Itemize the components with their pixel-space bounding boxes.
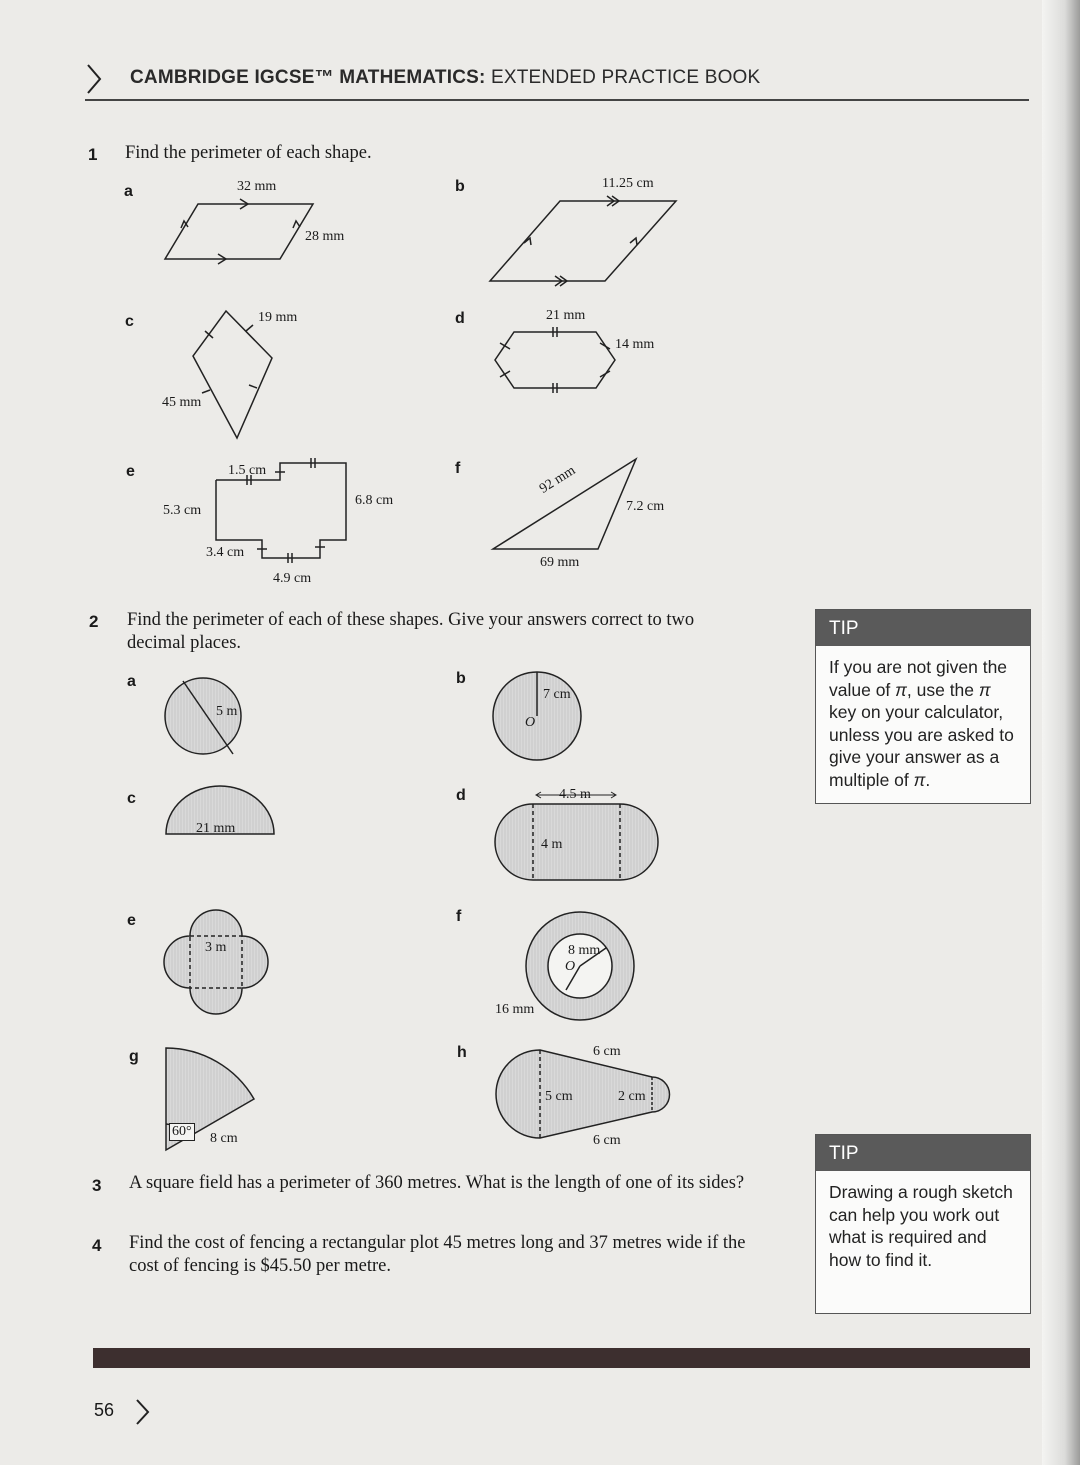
dimension-label: 19 mm — [258, 310, 298, 325]
tip-box — [815, 1134, 1031, 1314]
dimension-label: 5.3 cm — [163, 503, 202, 518]
dimension-label: 32 mm — [237, 179, 277, 194]
dimension-label: 6 cm — [593, 1044, 621, 1059]
part-letter: h — [457, 1044, 467, 1061]
stadium-shape — [495, 804, 658, 880]
part-letter: f — [456, 908, 462, 925]
dimension-label: 6.8 cm — [355, 493, 394, 508]
part-letter: f — [455, 460, 461, 477]
parallelogram-shape — [165, 204, 313, 259]
centre-label: O — [565, 959, 576, 974]
angle-label: 60° — [169, 1123, 195, 1141]
kite-shape — [193, 311, 272, 438]
part-letter: e — [126, 463, 135, 480]
dimension-label: 4 m — [541, 837, 563, 852]
dimension-label: 1.5 cm — [228, 463, 267, 478]
part-letter: e — [127, 912, 136, 929]
part-letter: d — [455, 310, 465, 327]
part-letter: d — [456, 787, 466, 804]
tip-heading: TIP — [816, 610, 1030, 646]
dimension-label: 5 m — [216, 704, 238, 719]
dimension-label: 2 cm — [618, 1089, 646, 1104]
dimension-label: 14 mm — [615, 337, 655, 352]
part-letter: g — [129, 1048, 139, 1065]
tip-box — [815, 609, 1031, 804]
dimension-label: 16 mm — [495, 1002, 535, 1017]
part-letter: c — [125, 313, 134, 330]
question-number: 2 — [89, 612, 99, 631]
question-text: Find the cost of fencing a rectangular plot 45 metres long and 37 metres wide if the cost of fencing is $45.50 per metre. — [129, 1233, 746, 1276]
part-letter: a — [124, 183, 133, 200]
tip-heading: TIP — [816, 1135, 1030, 1171]
tip-body: If you are not given the value of π, use the π key on your calculator, unless you are asked to give your answer as a multiple of π. — [829, 657, 1014, 790]
dimension-label: 5 cm — [545, 1089, 573, 1104]
chevron-right-icon — [134, 1397, 152, 1427]
part-letter: c — [127, 790, 136, 807]
dimension-label: 8 cm — [210, 1131, 238, 1146]
question-text: Find the perimeter of each shape. — [125, 143, 372, 163]
tip-body: Drawing a rough sketch can help you work out what is required and how to find it. — [829, 1182, 1013, 1270]
dimension-label: 3 m — [205, 940, 227, 955]
dimension-label: 7 cm — [543, 687, 571, 702]
dimension-label: 21 mm — [196, 821, 236, 836]
dimension-label: 6 cm — [593, 1133, 621, 1148]
quatrefoil-shape — [164, 910, 268, 1014]
centre-label: O — [525, 715, 536, 730]
part-letter: b — [455, 178, 465, 195]
header-title-bold: CAMBRIDGE IGCSE™ MATHEMATICS: — [130, 67, 486, 88]
question-number: 3 — [92, 1176, 102, 1195]
dimension-label: 3.4 cm — [206, 545, 245, 560]
dimension-label: 8 mm — [568, 943, 601, 958]
question-text: Find the perimeter of each of these shapes. Give your answers correct to two decimal places. — [127, 610, 695, 653]
page-number: 56 — [94, 1400, 115, 1420]
footer-bar — [93, 1348, 1030, 1368]
question-number: 1 — [88, 145, 98, 164]
dimension-label: 69 mm — [540, 555, 580, 570]
dimension-label: 28 mm — [305, 229, 345, 244]
dimension-label: 92 mm — [537, 463, 579, 497]
part-letter: b — [456, 670, 466, 687]
dimension-label: 4.9 cm — [273, 571, 312, 586]
question-number: 4 — [92, 1236, 102, 1255]
parallelogram-shape — [490, 201, 676, 281]
dimension-label: 45 mm — [162, 395, 202, 410]
part-letter: a — [127, 673, 136, 690]
header-title-rest: EXTENDED PRACTICE BOOK — [485, 67, 761, 88]
dimension-label: 21 mm — [546, 308, 586, 323]
question-text: A square field has a perimeter of 360 metres. What is the length of one of its sides? — [129, 1173, 745, 1193]
dimension-label: 7.2 cm — [626, 499, 665, 514]
dimension-label: 4.5 m — [559, 787, 591, 802]
dimension-label: 11.25 cm — [602, 176, 654, 191]
hexagon-shape — [495, 332, 615, 388]
